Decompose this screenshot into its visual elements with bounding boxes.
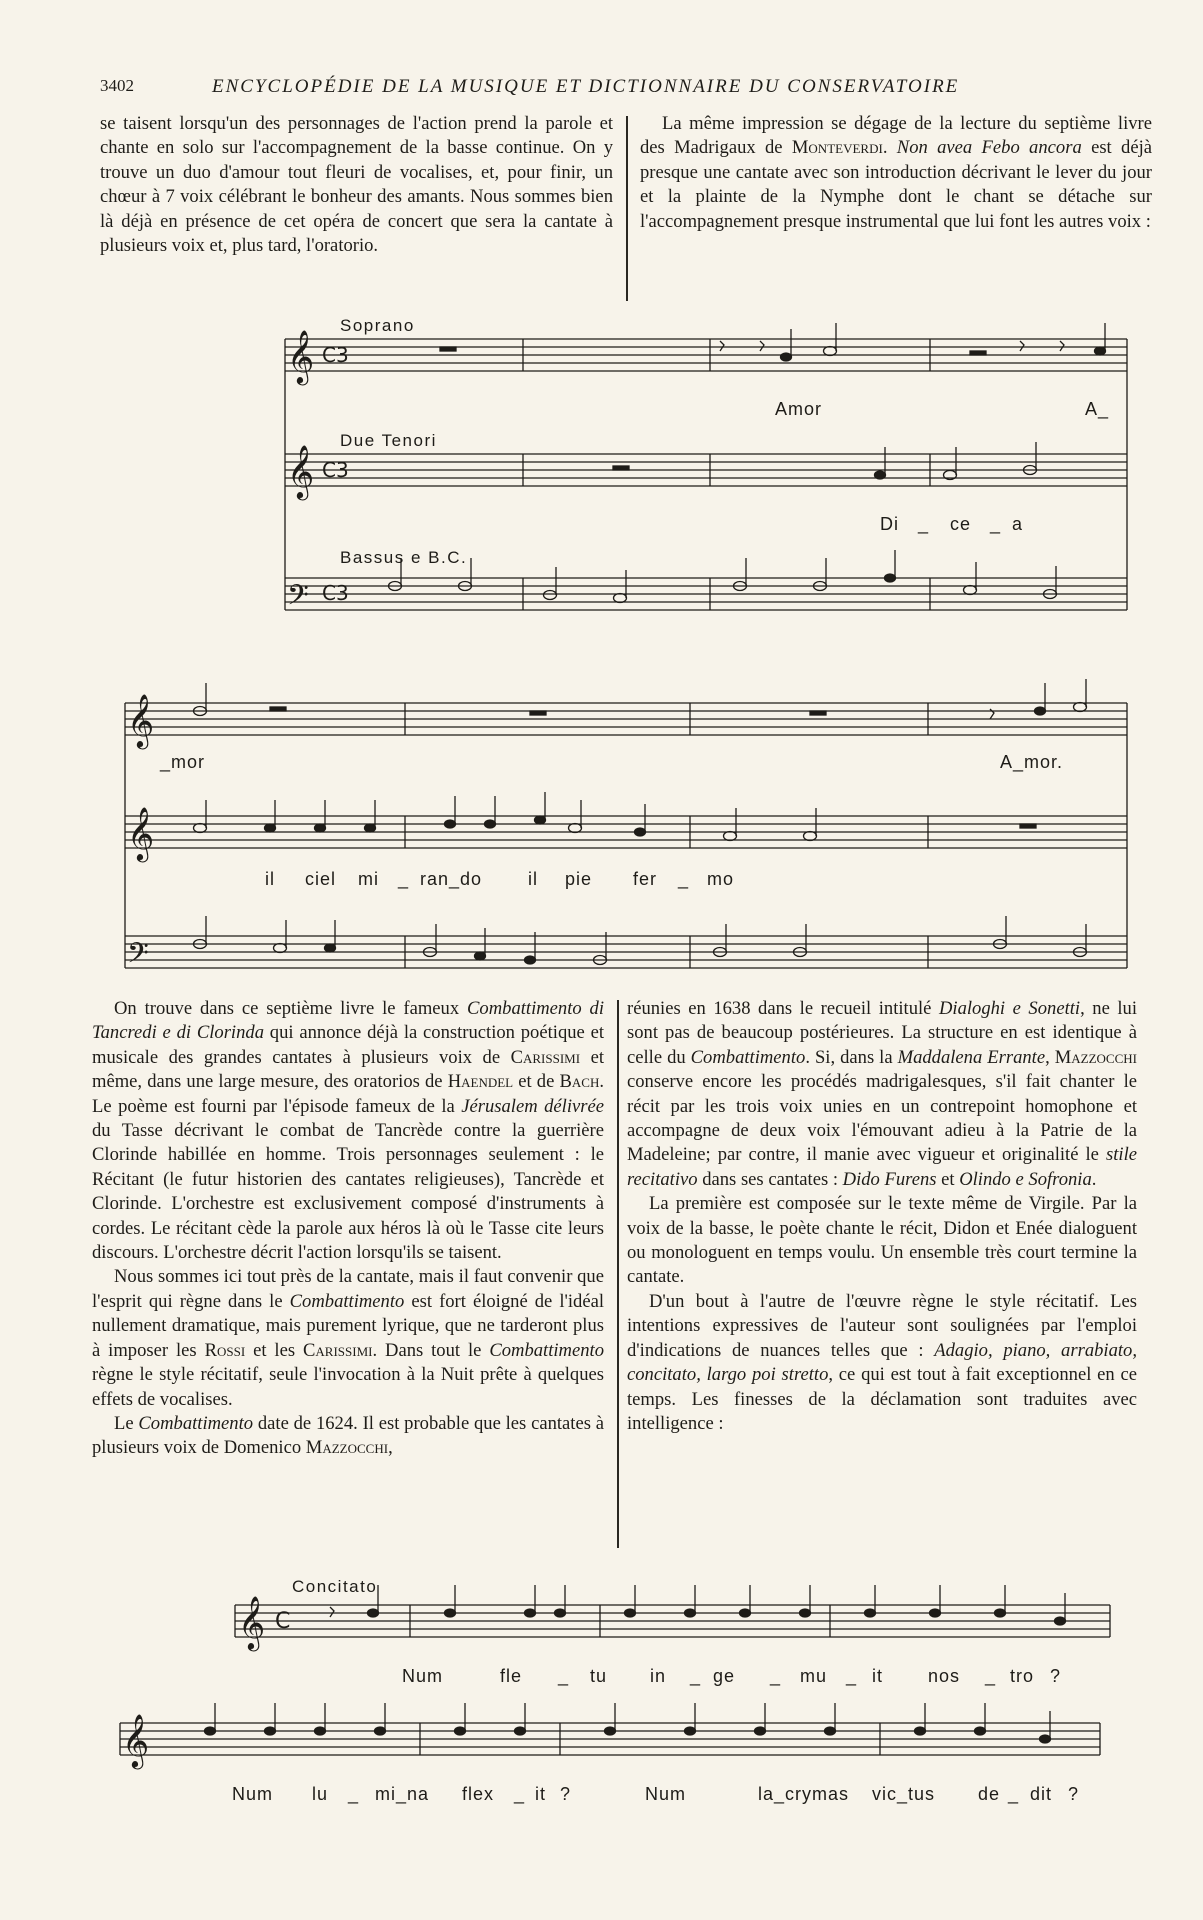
lyric: _ <box>678 869 690 889</box>
lyric: ? <box>1050 1666 1062 1686</box>
lyric: _ <box>398 869 410 889</box>
lyric: flex <box>462 1784 495 1804</box>
lyric: tro <box>1010 1666 1035 1686</box>
lyric: Amor <box>775 399 823 419</box>
lyric: ce <box>950 514 972 534</box>
svg-text:𝄢: 𝄢 <box>287 579 309 619</box>
paragraph-date: Le Combattimento date de 1624. Il est probable que les cantates à plusieurs voix de Domenico Mazzocchi, <box>92 1412 604 1459</box>
svg-text:𝄞: 𝄞 <box>122 1713 150 1767</box>
svg-text:𝄞: 𝄞 <box>127 693 155 747</box>
running-header <box>100 76 1030 102</box>
svg-text:𝄞: 𝄞 <box>127 806 155 860</box>
lyric: il <box>528 869 538 889</box>
lyric: ? <box>1068 1784 1080 1804</box>
lyric: a <box>1012 514 1024 534</box>
lyric: lu <box>312 1784 329 1804</box>
lyric: _ <box>918 514 930 534</box>
top-left-column <box>100 112 613 258</box>
voice-label-tenori: Due Tenori <box>340 431 437 450</box>
bottom-left-column <box>92 997 604 1461</box>
svg-text:𝄢: 𝄢 <box>127 937 149 977</box>
time-signature: C <box>275 1609 291 1634</box>
paragraph-style: D'un bout à l'autre de l'œuvre règne le style récitatif. Les intentions expressives de l'auteur sont soulignées par l'emploi d'indications de nuances telles que : Adagio, piano, arrabiato, concitato, largo poi stretto, ce qui est tout à fait exceptionnel en ce temps. Les finesses de la déclamation sont traduites avec intelligence : <box>627 1290 1137 1434</box>
lyric: _ <box>770 1666 782 1686</box>
lyric: it <box>872 1666 883 1686</box>
column-rule-top <box>626 116 628 301</box>
running-title: ENCYCLOPÉDIE DE LA MUSIQUE ET DICTIONNAIRE DU CONSERVATOIRE <box>212 76 960 97</box>
lyric: _ <box>690 1666 702 1686</box>
lyric: A_ <box>1085 399 1110 419</box>
lyric: fer <box>633 869 658 889</box>
lyric: tu <box>590 1666 608 1686</box>
lyric: _mor <box>160 752 206 772</box>
lyric: de <box>978 1784 1001 1804</box>
svg-text:𝄞: 𝄞 <box>287 329 315 383</box>
lyric: mo <box>707 869 735 889</box>
lyric: mi_na <box>375 1784 430 1804</box>
lyric: ? <box>560 1784 572 1804</box>
lyric: Num <box>232 1784 274 1804</box>
lyric: mu <box>800 1666 828 1686</box>
time-signature: C3 <box>322 581 349 605</box>
lyric: ran_do <box>420 869 483 889</box>
svg-text:𝄞: 𝄞 <box>287 444 315 498</box>
page-number: 3402 <box>100 76 134 95</box>
time-signature: C3 <box>322 458 349 482</box>
paragraph-combattimento: On trouve dans ce septième livre le fameux Combattimento di Tancredi e di Clorinda qui annonce déjà la construction poétique et musicale des grandes cantates à plusieurs voix de Carissimi et même, dans une large mesure, des oratorios de Haendel et de Bach. Le poème est fourni par l'épisode fameux de la Jérusalem délivrée du Tasse décrivant le combat de Tancrède contre la guerrière Clorinde habillée en homme. Trois personnages seulement : le Récitant (le futur historien des cantates religieuses), Tancrède et Clorinde. L'orchestre est exclusivement composé d'instruments à cordes. Le récitant cède la parole aux héros là où le Tasse cite leurs discours. L'orchestre décrit l'action lorsqu'ils se taisent. <box>92 998 604 1264</box>
lyric: ge <box>713 1666 736 1686</box>
tempo-marking: Concitato <box>292 1577 378 1596</box>
lyric: _ <box>1008 1784 1020 1804</box>
lyric: Num <box>402 1666 444 1686</box>
column-rule-bottom <box>617 1000 619 1548</box>
top-right-paragraph: La même impression se dégage de la lecture du septième livre des Madrigaux de Monteverdi. Non avea Febo ancora est déjà presque une cantate avec son introduction décrivant le lever du jour et la plainte de la Nymphe dont le chant se détache sur l'accompagnement presque instrumental que lui font les autres voix : <box>640 113 1153 232</box>
lyric: nos <box>928 1666 961 1686</box>
voice-label-soprano: Soprano <box>340 316 415 335</box>
paragraph-dialoghi: réunies en 1638 dans le recueil intitulé Dialoghi e Sonetti, ne lui sont pas de beaucoup postérieures. La structure en est identique à celle du Combattimento. Si, dans la Maddalena Errante, Mazzocchi conserve encore les procédés madrigalesques, s'il fait chanter le récit par les trois voix unies en un contrepoint homophone et accompagne de deux voix l'émouvant adieu à la Patrie de la Madeleine; par contre, il manie avec vigueur et originalité le stile recitativo dans ses cantates : Dido Furens et Olindo e Sofronia. <box>627 998 1137 1190</box>
lyric: dit <box>1030 1784 1053 1804</box>
lyric: fle <box>500 1666 523 1686</box>
lyric: _ <box>990 514 1002 534</box>
top-right-column <box>640 112 1152 234</box>
lyric: Num <box>645 1784 687 1804</box>
time-signature: C3 <box>322 343 349 367</box>
lyric: _ <box>985 1666 997 1686</box>
svg-text:𝄞: 𝄞 <box>238 1595 266 1649</box>
lyric: ciel <box>305 869 337 889</box>
top-left-paragraph: se taisent lorsqu'un des personnages de l'action prend la parole et chante en solo sur l'accompagnement de la basse continue. On y trouve un duo d'amour tout fleuri de vocalises, et, pour finir, un chœur à 7 voix célébrant le bonheur des amants. Nous sommes bien là déjà en présence de cet opéra de concert que sera la cantate à plusieurs voix et, plus tard, l'oratorio. <box>100 113 613 257</box>
lyric: Di <box>880 514 899 534</box>
paragraph-cantate: Nous sommes ici tout près de la cantate, mais il faut convenir que l'esprit qui règne dans le Combattimento est fort éloigné de l'idéal nullement dramatique, mais purement lyrique, que ne tarderont plus à imposer les Rossi et les Carissimi. Dans tout le Combattimento règne le style récitatif, seule l'invocation à la Nuit prête à quelques effets de vocalises. <box>92 1266 604 1410</box>
lyric: pie <box>565 869 593 889</box>
lyric: _ <box>348 1784 360 1804</box>
lyric: mi <box>358 869 379 889</box>
lyric: _ <box>558 1666 570 1686</box>
paragraph-virgile: La première est composée sur le texte même de Virgile. Par la voix de la basse, le poète chante le récit, Didon et Enée dialoguent ou monologuent en temps voulu. Un ensemble très court termine la cantate. <box>627 1193 1137 1288</box>
lyric: in <box>650 1666 667 1686</box>
lyric: la_crymas <box>758 1784 850 1804</box>
lyric: _ <box>514 1784 526 1804</box>
voice-label-bassus: Bassus e B.C. <box>340 548 468 567</box>
lyric: A_mor. <box>1000 752 1064 772</box>
lyric: il <box>265 869 275 889</box>
bottom-right-column <box>627 997 1137 1436</box>
lyric: vic_tus <box>872 1784 936 1804</box>
lyric: _ <box>846 1666 858 1686</box>
lyric: it <box>535 1784 546 1804</box>
